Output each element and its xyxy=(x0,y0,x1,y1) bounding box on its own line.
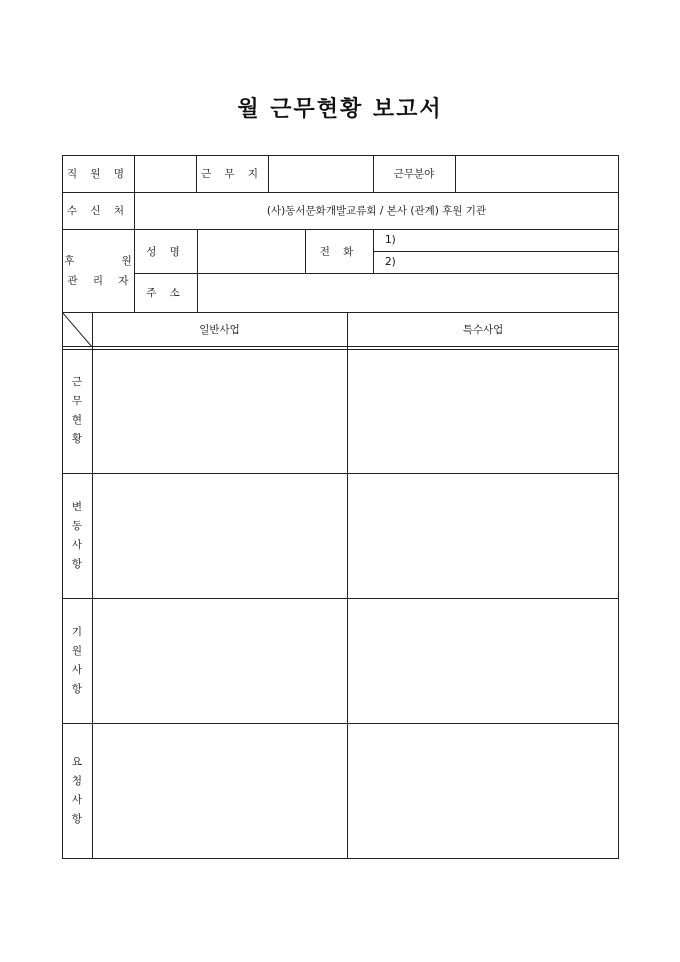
column-header-general: 일반사업 xyxy=(199,323,240,336)
section-label-work-status xyxy=(62,349,92,473)
sponsor-name-field[interactable] xyxy=(198,230,305,273)
column-header-special: 특수사업 xyxy=(462,323,504,336)
requests-special-cell[interactable] xyxy=(348,724,618,858)
work-field-label: 근무분야 xyxy=(393,168,435,180)
address-field[interactable] xyxy=(198,274,618,312)
section-char: 황 xyxy=(71,433,83,445)
work-status-general-cell[interactable] xyxy=(93,350,347,473)
staff-name-field[interactable] xyxy=(135,156,196,192)
page-title: 월 근무현황 보고서 xyxy=(237,97,443,122)
work-field-field[interactable] xyxy=(456,156,618,192)
name-label: 성 명 xyxy=(146,245,185,258)
section-label-changes xyxy=(62,473,92,598)
section-char: 기 xyxy=(71,625,83,638)
prayer-special-cell[interactable] xyxy=(348,599,618,723)
work-status-special-cell[interactable] xyxy=(348,350,618,473)
phone-2[interactable]: 2) xyxy=(385,256,396,268)
section-char: 사 xyxy=(71,663,83,676)
changes-general-cell[interactable] xyxy=(93,474,347,598)
section-char: 현 xyxy=(71,414,83,426)
sponsor-manager-label xyxy=(62,229,154,312)
prayer-general-cell[interactable] xyxy=(93,599,347,723)
workplace-field[interactable] xyxy=(269,156,373,192)
recipient-label: 수 신 처 xyxy=(66,205,130,217)
section-char: 근 xyxy=(71,376,83,388)
section-label-requests xyxy=(62,723,92,859)
section-char: 항 xyxy=(71,813,83,825)
section-char: 항 xyxy=(71,682,83,695)
recipient-value: (사)동서문화개발교류회 / 본사 (관계) 후원 기관 xyxy=(266,205,487,217)
changes-special-cell[interactable] xyxy=(348,474,618,598)
section-char: 사 xyxy=(71,538,83,551)
sponsor-manager-label-line2: 관 리 자 xyxy=(67,274,135,287)
section-char: 항 xyxy=(71,557,83,570)
phone-1[interactable]: 1) xyxy=(385,234,396,246)
address-label: 주 소 xyxy=(146,287,185,299)
section-char: 변 xyxy=(71,500,83,513)
requests-general-cell[interactable] xyxy=(93,724,347,858)
section-char: 원 xyxy=(71,644,83,657)
sponsor-manager-label-line1: 후 원 xyxy=(64,254,154,267)
workplace-label: 근 무 지 xyxy=(200,168,264,180)
diagonal-corner-line xyxy=(62,312,93,347)
section-char: 청 xyxy=(71,775,83,787)
staff-name-label: 직 원 명 xyxy=(66,168,130,180)
divider xyxy=(373,251,619,252)
section-char: 동 xyxy=(71,519,83,532)
section-char: 무 xyxy=(71,395,83,407)
divider xyxy=(62,346,619,347)
phone-label: 전 화 xyxy=(319,245,359,258)
section-char: 사 xyxy=(71,794,83,806)
divider xyxy=(373,229,374,273)
section-char: 요 xyxy=(71,756,83,768)
section-label-prayer xyxy=(62,598,92,723)
